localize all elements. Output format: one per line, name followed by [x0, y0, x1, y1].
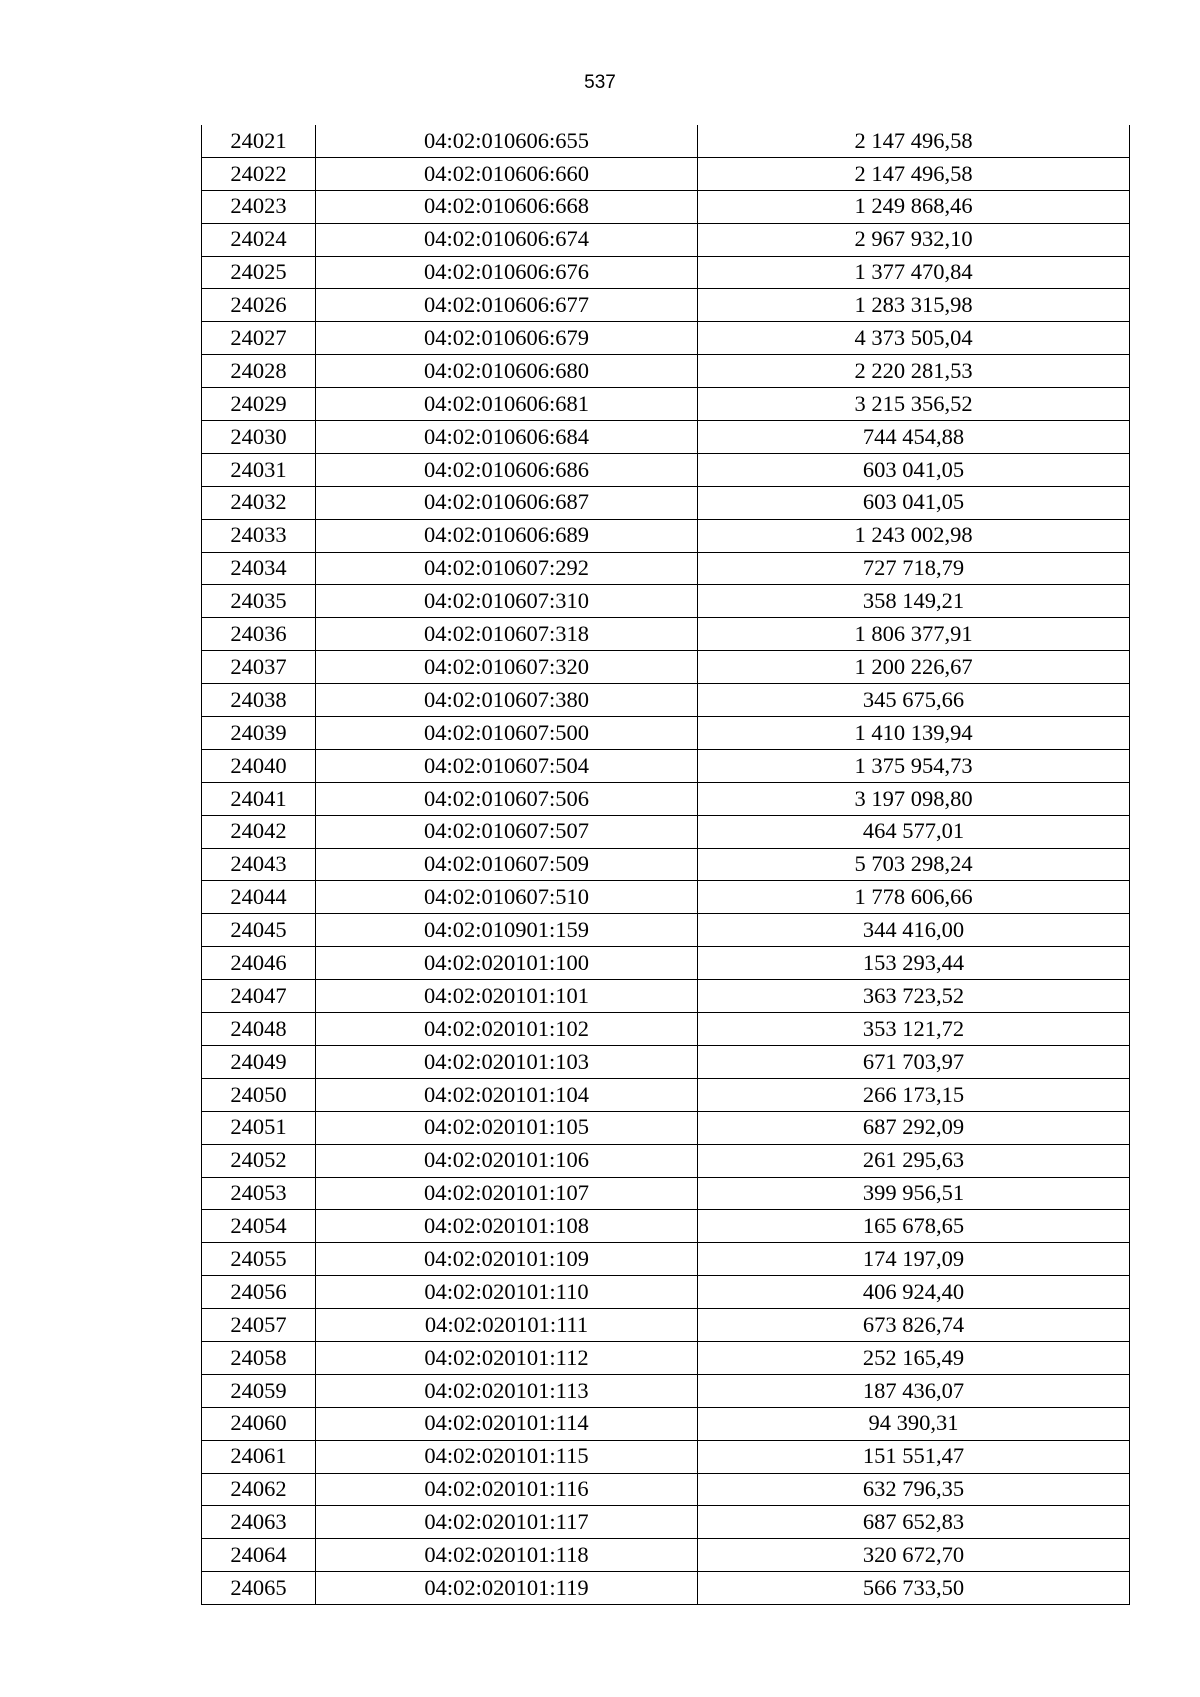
table-row — [202, 1309, 1130, 1342]
row-number-cell: 24034 — [202, 552, 316, 585]
table-row — [202, 1276, 1130, 1309]
table-row — [202, 157, 1130, 190]
cadastral-value-cell: 252 165,49 — [698, 1341, 1130, 1374]
row-number-cell: 24065 — [202, 1572, 316, 1605]
cadastral-number-cell: 04:02:020101:119 — [316, 1572, 698, 1605]
cadastral-value-cell: 1 200 226,67 — [698, 651, 1130, 684]
cadastral-number-cell: 04:02:020101:101 — [316, 980, 698, 1013]
cadastral-number-cell: 04:02:020101:109 — [316, 1243, 698, 1276]
cadastral-number-cell: 04:02:010606:680 — [316, 355, 698, 388]
row-number-cell: 24022 — [202, 157, 316, 190]
table-body — [202, 125, 1130, 1605]
cadastral-value-cell: 1 806 377,91 — [698, 618, 1130, 651]
row-number-cell: 24023 — [202, 190, 316, 223]
row-number-cell: 24032 — [202, 486, 316, 519]
table-row — [202, 1341, 1130, 1374]
row-number-cell: 24056 — [202, 1276, 316, 1309]
table-row — [202, 289, 1130, 322]
cadastral-number-cell: 04:02:010901:159 — [316, 914, 698, 947]
table-row — [202, 651, 1130, 684]
cadastral-number-cell: 04:02:010606:687 — [316, 486, 698, 519]
cadastral-number-cell: 04:02:020101:112 — [316, 1341, 698, 1374]
cadastral-number-cell: 04:02:020101:100 — [316, 947, 698, 980]
row-number-cell: 24058 — [202, 1341, 316, 1374]
row-number-cell: 24047 — [202, 980, 316, 1013]
table-row — [202, 980, 1130, 1013]
cadastral-number-cell: 04:02:020101:116 — [316, 1473, 698, 1506]
cadastral-number-cell: 04:02:010606:681 — [316, 388, 698, 421]
table-row — [202, 1013, 1130, 1046]
cadastral-value-cell: 727 718,79 — [698, 552, 1130, 585]
cadastral-number-cell: 04:02:010606:677 — [316, 289, 698, 322]
cadastral-number-cell: 04:02:020101:117 — [316, 1506, 698, 1539]
table-row — [202, 190, 1130, 223]
row-number-cell: 24042 — [202, 815, 316, 848]
table-row — [202, 947, 1130, 980]
cadastral-number-cell: 04:02:020101:102 — [316, 1013, 698, 1046]
cadastral-number-cell: 04:02:020101:111 — [316, 1309, 698, 1342]
cadastral-value-cell: 744 454,88 — [698, 421, 1130, 454]
table-row — [202, 223, 1130, 256]
table-row — [202, 1407, 1130, 1440]
cadastral-value-cell: 358 149,21 — [698, 585, 1130, 618]
table-row — [202, 782, 1130, 815]
cadastral-value-cell: 603 041,05 — [698, 453, 1130, 486]
row-number-cell: 24054 — [202, 1210, 316, 1243]
cadastral-number-cell: 04:02:010607:507 — [316, 815, 698, 848]
cadastral-number-cell: 04:02:020101:114 — [316, 1407, 698, 1440]
row-number-cell: 24052 — [202, 1144, 316, 1177]
row-number-cell: 24026 — [202, 289, 316, 322]
table-row — [202, 1506, 1130, 1539]
row-number-cell: 24035 — [202, 585, 316, 618]
cadastral-value-cell: 345 675,66 — [698, 684, 1130, 717]
cadastral-value-cell: 1 778 606,66 — [698, 881, 1130, 914]
cadastral-number-cell: 04:02:010607:292 — [316, 552, 698, 585]
cadastral-value-cell: 2 967 932,10 — [698, 223, 1130, 256]
row-number-cell: 24029 — [202, 388, 316, 421]
table-row — [202, 355, 1130, 388]
cadastral-number-cell: 04:02:020101:103 — [316, 1045, 698, 1078]
row-number-cell: 24043 — [202, 848, 316, 881]
table-row — [202, 1374, 1130, 1407]
row-number-cell: 24048 — [202, 1013, 316, 1046]
cadastral-value-cell: 320 672,70 — [698, 1539, 1130, 1572]
table-row — [202, 552, 1130, 585]
cadastral-number-cell: 04:02:020101:108 — [316, 1210, 698, 1243]
table-row — [202, 717, 1130, 750]
cadastral-number-cell: 04:02:010607:380 — [316, 684, 698, 717]
table-row — [202, 453, 1130, 486]
row-number-cell: 24060 — [202, 1407, 316, 1440]
cadastral-number-cell: 04:02:010607:320 — [316, 651, 698, 684]
row-number-cell: 24024 — [202, 223, 316, 256]
cadastral-number-cell: 04:02:010607:504 — [316, 749, 698, 782]
cadastral-value-cell: 1 410 139,94 — [698, 717, 1130, 750]
row-number-cell: 24038 — [202, 684, 316, 717]
cadastral-value-cell: 671 703,97 — [698, 1045, 1130, 1078]
table-row — [202, 585, 1130, 618]
table-row — [202, 684, 1130, 717]
cadastral-number-cell: 04:02:020101:110 — [316, 1276, 698, 1309]
row-number-cell: 24053 — [202, 1177, 316, 1210]
table-row — [202, 848, 1130, 881]
row-number-cell: 24046 — [202, 947, 316, 980]
table-row — [202, 1078, 1130, 1111]
table-row — [202, 1111, 1130, 1144]
cadastral-number-cell: 04:02:010606:679 — [316, 322, 698, 355]
cadastral-number-cell: 04:02:010607:310 — [316, 585, 698, 618]
cadastral-number-cell: 04:02:020101:105 — [316, 1111, 698, 1144]
cadastral-value-cell: 687 652,83 — [698, 1506, 1130, 1539]
cadastral-value-cell: 1 249 868,46 — [698, 190, 1130, 223]
cadastral-number-cell: 04:02:020101:115 — [316, 1440, 698, 1473]
cadastral-number-cell: 04:02:010606:689 — [316, 519, 698, 552]
cadastral-value-cell: 1 377 470,84 — [698, 256, 1130, 289]
cadastral-number-cell: 04:02:010607:500 — [316, 717, 698, 750]
table-row — [202, 914, 1130, 947]
row-number-cell: 24028 — [202, 355, 316, 388]
row-number-cell: 24044 — [202, 881, 316, 914]
cadastral-value-cell: 363 723,52 — [698, 980, 1130, 1013]
cadastral-value-cell: 673 826,74 — [698, 1309, 1130, 1342]
table-row — [202, 1243, 1130, 1276]
row-number-cell: 24059 — [202, 1374, 316, 1407]
row-number-cell: 24055 — [202, 1243, 316, 1276]
cadastral-value-cell: 1 283 315,98 — [698, 289, 1130, 322]
table-row — [202, 1572, 1130, 1605]
cadastral-value-cell: 5 703 298,24 — [698, 848, 1130, 881]
row-number-cell: 24064 — [202, 1539, 316, 1572]
table-row — [202, 486, 1130, 519]
cadastral-value-cell: 1 243 002,98 — [698, 519, 1130, 552]
table-row — [202, 881, 1130, 914]
cadastral-value-cell: 2 220 281,53 — [698, 355, 1130, 388]
cadastral-value-cell: 344 416,00 — [698, 914, 1130, 947]
table-row — [202, 1473, 1130, 1506]
table-row — [202, 1045, 1130, 1078]
row-number-cell: 24057 — [202, 1309, 316, 1342]
table-row — [202, 815, 1130, 848]
table-row — [202, 1144, 1130, 1177]
cadastral-number-cell: 04:02:010607:506 — [316, 782, 698, 815]
row-number-cell: 24036 — [202, 618, 316, 651]
row-number-cell: 24040 — [202, 749, 316, 782]
row-number-cell: 24037 — [202, 651, 316, 684]
cadastral-value-cell: 464 577,01 — [698, 815, 1130, 848]
cadastral-number-cell: 04:02:020101:118 — [316, 1539, 698, 1572]
table-row — [202, 388, 1130, 421]
cadastral-value-table — [201, 125, 1130, 1605]
cadastral-value-cell: 687 292,09 — [698, 1111, 1130, 1144]
table-row — [202, 125, 1130, 157]
cadastral-number-cell: 04:02:020101:106 — [316, 1144, 698, 1177]
cadastral-value-cell: 165 678,65 — [698, 1210, 1130, 1243]
cadastral-number-cell: 04:02:010607:509 — [316, 848, 698, 881]
cadastral-value-cell: 603 041,05 — [698, 486, 1130, 519]
cadastral-number-cell: 04:02:010606:684 — [316, 421, 698, 454]
cadastral-value-cell: 2 147 496,58 — [698, 157, 1130, 190]
cadastral-number-cell: 04:02:010606:674 — [316, 223, 698, 256]
cadastral-number-cell: 04:02:020101:104 — [316, 1078, 698, 1111]
row-number-cell: 24039 — [202, 717, 316, 750]
row-number-cell: 24033 — [202, 519, 316, 552]
page-number: 537 — [584, 72, 616, 93]
row-number-cell: 24049 — [202, 1045, 316, 1078]
table-row — [202, 1440, 1130, 1473]
cadastral-value-cell: 353 121,72 — [698, 1013, 1130, 1046]
cadastral-number-cell: 04:02:010606:676 — [316, 256, 698, 289]
cadastral-value-cell: 174 197,09 — [698, 1243, 1130, 1276]
cadastral-value-cell: 151 551,47 — [698, 1440, 1130, 1473]
cadastral-number-cell: 04:02:010606:660 — [316, 157, 698, 190]
table-row — [202, 421, 1130, 454]
row-number-cell: 24030 — [202, 421, 316, 454]
table-row — [202, 618, 1130, 651]
cadastral-value-cell: 2 147 496,58 — [698, 125, 1130, 157]
cadastral-value-cell: 406 924,40 — [698, 1276, 1130, 1309]
table-row — [202, 1539, 1130, 1572]
cadastral-number-cell: 04:02:010606:655 — [316, 125, 698, 157]
cadastral-value-cell: 1 375 954,73 — [698, 749, 1130, 782]
row-number-cell: 24061 — [202, 1440, 316, 1473]
cadastral-value-cell: 3 197 098,80 — [698, 782, 1130, 815]
cadastral-value-cell: 4 373 505,04 — [698, 322, 1130, 355]
row-number-cell: 24031 — [202, 453, 316, 486]
cadastral-value-cell: 94 390,31 — [698, 1407, 1130, 1440]
table-row — [202, 1210, 1130, 1243]
row-number-cell: 24025 — [202, 256, 316, 289]
cadastral-number-cell: 04:02:010606:668 — [316, 190, 698, 223]
cadastral-value-cell: 3 215 356,52 — [698, 388, 1130, 421]
cadastral-value-cell: 153 293,44 — [698, 947, 1130, 980]
table-row — [202, 749, 1130, 782]
table-row — [202, 519, 1130, 552]
cadastral-value-cell: 261 295,63 — [698, 1144, 1130, 1177]
row-number-cell: 24051 — [202, 1111, 316, 1144]
row-number-cell: 24062 — [202, 1473, 316, 1506]
cadastral-number-cell: 04:02:020101:113 — [316, 1374, 698, 1407]
row-number-cell: 24050 — [202, 1078, 316, 1111]
row-number-cell: 24041 — [202, 782, 316, 815]
cadastral-number-cell: 04:02:020101:107 — [316, 1177, 698, 1210]
row-number-cell: 24021 — [202, 125, 316, 157]
row-number-cell: 24027 — [202, 322, 316, 355]
cadastral-value-cell: 566 733,50 — [698, 1572, 1130, 1605]
row-number-cell: 24063 — [202, 1506, 316, 1539]
cadastral-number-cell: 04:02:010606:686 — [316, 453, 698, 486]
cadastral-value-cell: 187 436,07 — [698, 1374, 1130, 1407]
cadastral-value-cell: 632 796,35 — [698, 1473, 1130, 1506]
row-number-cell: 24045 — [202, 914, 316, 947]
cadastral-number-cell: 04:02:010607:510 — [316, 881, 698, 914]
cadastral-number-cell: 04:02:010607:318 — [316, 618, 698, 651]
cadastral-value-cell: 399 956,51 — [698, 1177, 1130, 1210]
table-row — [202, 256, 1130, 289]
table-row — [202, 322, 1130, 355]
cadastral-value-cell: 266 173,15 — [698, 1078, 1130, 1111]
table-row — [202, 1177, 1130, 1210]
